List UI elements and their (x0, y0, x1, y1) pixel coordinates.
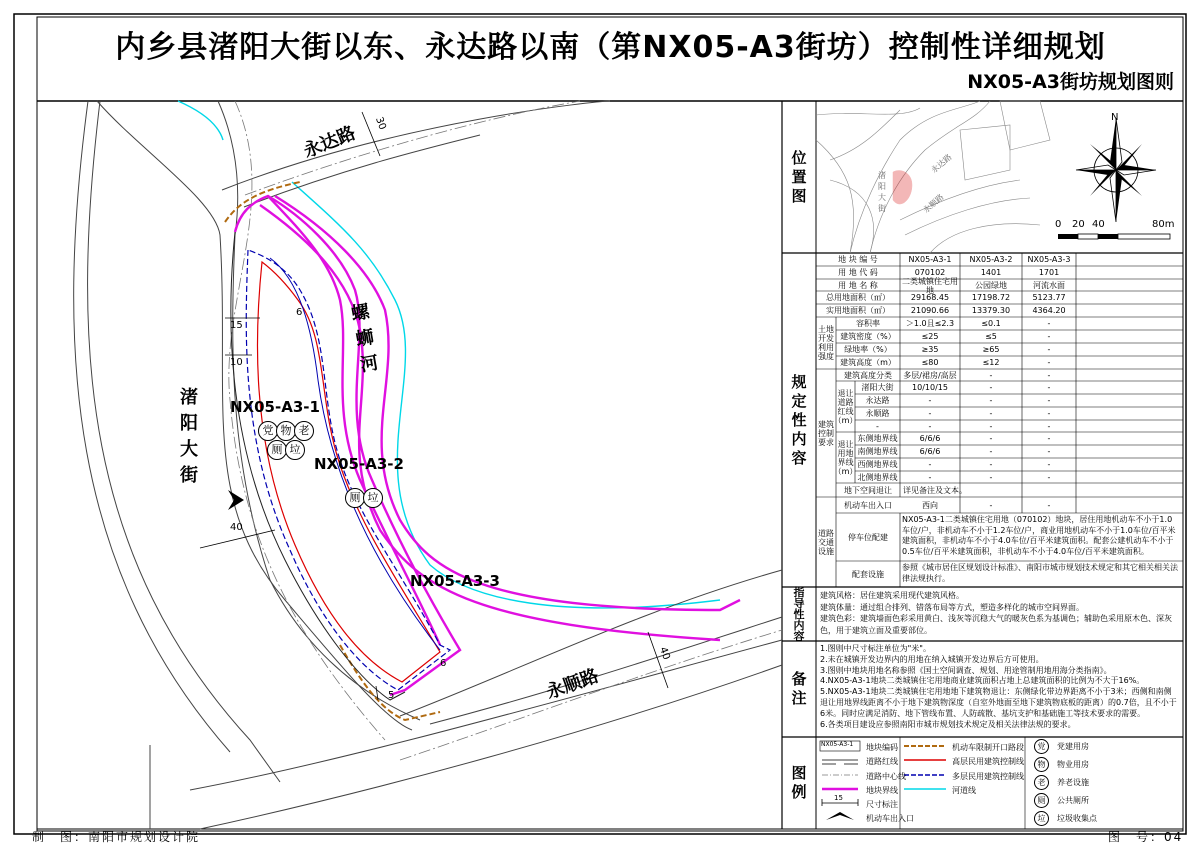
reg-intensity-label: 建筑密度（%） (840, 332, 896, 341)
reg-intensity-value-2: ≤0.1 (981, 319, 1001, 328)
legend-road-redline: 道路红线 (866, 757, 898, 766)
reg-setback-bound-group: 退让用地界线（m） (833, 439, 858, 476)
reg-setback-road-value-3: - (1047, 422, 1051, 431)
road-label-zhuyang: 渚阳大街 (180, 387, 198, 486)
property-facility-icon: 物 (276, 421, 296, 441)
reg-intensity-value-1: ≤25 (921, 332, 939, 341)
reg-setback-road-value-3: - (1047, 396, 1051, 405)
reg-facility-text: 参照《城市居住区规划设计标准》、南阳市城市规划技术规定和其它相关相关法律法规执行。 (902, 563, 1178, 583)
reg-header-value-3: NX05-A3-3 (1027, 255, 1071, 264)
guidance-text: 建筑风格：居住建筑采用现代建筑风格。 建筑体量：通过组合排列、错落布局等方式，塑造多样化的城市空间界面。 建筑色彩：建筑墙面色彩采用黄白、浅灰等沉稳大气的暖灰色系为基调色；辅助色采用原木色、深灰色，用于建筑立面及重要部位。 (820, 591, 1172, 635)
reg-setback-road-value-1: 10/10/15 (912, 383, 948, 392)
reg-setback-bound-value-1: 6/6/6 (919, 447, 941, 456)
legend-high-control: 高层民用建筑控制线 (952, 757, 1024, 766)
road-label-yongda: 永达路 (300, 122, 359, 163)
reg-header-label: 实用地面积（㎡） (826, 306, 890, 315)
reg-intensity-value-1: ≤80 (921, 358, 939, 367)
reg-entrance-label: 机动车出入口 (844, 500, 892, 510)
reg-setback-bound-value-2: - (989, 447, 993, 456)
reg-setback-road-value-1: - (928, 409, 932, 418)
reg-underground-label: 地下空间退让 (844, 485, 892, 495)
reg-setback-road-label: 永顺路 (865, 409, 890, 418)
reg-header-value-3: 河流水面 (1033, 281, 1065, 290)
location-map (816, 101, 1170, 253)
reg-setback-bound-label: 北侧地界线 (857, 473, 898, 482)
north-arrow-icon: N (1111, 112, 1119, 123)
reg-building-group: 建筑控制要求 (818, 419, 834, 447)
reg-intensity-value-3: - (1047, 319, 1051, 328)
remarks-text: 1.图则中尺寸标注单位为"米"。 2.未在城镇开发边界内的用地在纳入城镇开发边界后方可使用。 3.图则中地块用地名称参照《国土空间调查、规划、用途管制用地用海分类指南》。 4.NX05-A3-1地块二类城镇住宅用地商业建筑面积占地上总建筑面积的比例为不大于16%。 5.NX05-A3-1地块二类城镇住宅用地地下建筑物退让：东侧绿化带边界距离不小于3米；西侧和南侧退让用地界线距离不小于地下建筑物深度（自室外地面至地下建筑物底板的距离）的0.7倍，且不小于6米。同时应满足消防、地下管线布置、人防疏散、基坑支护和基础施工等技术要求的需要。 6.各类项目建设应参照南阳市城市规划技术规定及相关法律法规的要求。 (820, 644, 1177, 729)
reg-setback-road-value-2: - (989, 396, 993, 405)
legend-toilet-icon: 厕 公共厕所 (1034, 793, 1089, 808)
dim-10: 10 (230, 357, 243, 368)
reg-setback-bound-value-2: - (989, 460, 993, 469)
dim-40-left: 40 (230, 522, 243, 533)
reg-setback-road-value-2: - (989, 422, 993, 431)
reg-setback-bound-value-3: - (1047, 447, 1051, 456)
legend-block-boundary: 地块界线 (866, 786, 898, 795)
reg-parking-text: NX05-A3-1二类城镇住宅用地（070102）地块，居住用地机动车不小于1.0车位/户，非机动车不小于1.2车位/户，商业用地机动车不小于1.0车位/百平米建筑面积，非机动车不小于4.0车位/百平米建筑面积。配套公建机动车不小于0.5车位/百平米建筑面积，非机动车不小于4.0车位/百平米建筑面积。 (902, 515, 1176, 556)
drawing-number: 图 号：04 (1108, 830, 1184, 844)
reg-intensity-value-3: - (1047, 345, 1051, 354)
reg-parking-label: 停车位配建 (848, 532, 888, 542)
reg-intensity-value-1: ≥35 (921, 345, 939, 354)
toilet-icon-a1: 厕 (267, 440, 287, 460)
elderly-facility-icon: 老 (294, 421, 314, 441)
reg-setback-bound-label: 东侧地界线 (857, 434, 898, 443)
legend-river-line: 河道线 (952, 786, 976, 795)
scale-40: 40 (1092, 219, 1105, 230)
scale-80m: 80m (1152, 219, 1175, 230)
reg-header-value-2: 公园绿地 (975, 281, 1007, 290)
reg-header-value-3: 5123.77 (1032, 293, 1066, 302)
reg-header-value-1: 29168.45 (910, 293, 950, 302)
reg-header-value-1: NX05-A3-1 (908, 255, 952, 264)
legend-road-centerline: 道路中心线 (866, 772, 906, 781)
legend-vehicle-entrance: 机动车出入口 (866, 814, 914, 823)
dim-5: 5 (388, 690, 395, 701)
reg-intensity-label: 建筑高度（m） (840, 358, 896, 367)
reg-header-value-1: 070102 (914, 268, 946, 277)
garbage-icon-a1: 垃 (285, 440, 305, 460)
reg-header-value-3: 1701 (1038, 268, 1060, 277)
reg-setback-bound-value-2: - (989, 434, 993, 443)
legend-party-icon: 党 党建用房 (1034, 739, 1089, 754)
location-road-yongshun: 永顺路 (921, 192, 946, 215)
reg-intensity-value-2: ≤5 (985, 332, 997, 341)
reg-setback-road-value-1: - (928, 396, 932, 405)
reg-intensity-value-1: ＞1.0且≤2.3 (905, 319, 955, 328)
reg-header-value-2: 13379.30 (971, 306, 1011, 315)
dim-6-bottom: 6 (440, 658, 447, 669)
scale-0: 0 (1055, 219, 1062, 230)
reg-header-value-1: 二类城镇住宅用地 (902, 276, 958, 295)
reg-header-label: 总用地面积（㎡） (826, 293, 890, 302)
reg-intensity-value-3: - (1047, 332, 1051, 341)
reg-height-class-value-1: 多层/裙房/高层 (903, 370, 957, 380)
reg-entrance-value-2: - (989, 500, 993, 510)
legend-no-opening: 机动车限制开口路段 (952, 743, 1024, 752)
location-road-yongda: 永达路 (929, 152, 954, 175)
dim-40-right: 40 (657, 645, 672, 662)
reg-underground-value: 详见备注及文本。 (903, 486, 967, 495)
river-label: 螺蛳河 (349, 301, 381, 377)
legend-elderly-icon: 老 养老设施 (1034, 775, 1089, 790)
reg-setback-bound-value-3: - (1047, 460, 1051, 469)
dim-30: 30 (373, 115, 388, 132)
reg-setback-bound-label: 南侧地界线 (857, 447, 898, 456)
block-label-a1: NX05-A3-1 (230, 398, 320, 416)
block-label-a3: NX05-A3-3 (410, 572, 500, 590)
reg-header-label: 地 块 编 号 (838, 255, 878, 264)
reg-setback-road-value-2: - (989, 409, 993, 418)
reg-setback-road-value-3: - (1047, 383, 1051, 392)
dim-6-top: 6 (296, 307, 303, 318)
legend-sample-dim: 15 (834, 794, 843, 802)
reg-header-value-2: 17198.72 (971, 293, 1011, 302)
reg-setback-bound-value-3: - (1047, 434, 1051, 443)
legend-garbage-icon: 垃 垃圾收集点 (1034, 811, 1097, 826)
reg-setback-bound-label: 西侧地界线 (857, 460, 898, 469)
location-road-zhuyang: 渚阳大街 (878, 171, 886, 213)
reg-header-value-2: NX05-A3-2 (969, 255, 1013, 264)
location-heading: 位置图 (791, 148, 807, 205)
reg-intensity-label: 绿地率（%） (844, 345, 892, 354)
reg-facility-label: 配套设施 (852, 569, 884, 579)
dim-15: 15 (230, 320, 243, 331)
reg-entrance-value-3: - (1047, 500, 1051, 510)
reg-header-value-1: 21090.66 (910, 306, 950, 315)
legend-multi-control: 多层民用建筑控制线 (952, 772, 1024, 781)
reg-height-class-value-2: - (989, 370, 993, 380)
reg-intensity-value-2: ≥65 (982, 345, 1000, 354)
reg-setback-bound-value-1: - (928, 473, 932, 482)
block-label-a2: NX05-A3-2 (314, 455, 404, 473)
road-label-yongshun: 永顺路 (543, 665, 602, 704)
remarks-heading: 备注 (791, 670, 807, 707)
guidance-heading: 指导性内容 (793, 585, 805, 643)
reg-header-value-3: 4364.20 (1032, 306, 1066, 315)
reg-header-value-2: 1401 (980, 268, 1002, 277)
reg-intensity-value-2: ≤12 (982, 358, 1000, 367)
legend-heading: 图例 (791, 764, 807, 801)
reg-setback-road-label: 渚阳大街 (861, 383, 894, 392)
reg-intensity-value-3: - (1047, 358, 1051, 367)
reg-header-label: 用 地 代 码 (838, 268, 878, 277)
reg-height-class-label: 建筑高度分类 (844, 370, 892, 380)
reg-traffic-group: 道路交通设施 (818, 528, 834, 556)
reg-setback-bound-value-2: - (989, 473, 993, 482)
page-subtitle: NX05-A3街坊规划图则 (967, 71, 1174, 93)
toilet-icon-a2: 厕 (345, 488, 365, 508)
drawing-maker: 制 图：南阳市规划设计院 (32, 830, 201, 844)
party-facility-icon: 党 (258, 421, 278, 441)
reg-setback-bound-value-1: 6/6/6 (919, 434, 941, 443)
reg-entrance-value-1: 西向 (922, 500, 938, 510)
legend-dimension: 尺寸标注 (866, 800, 898, 809)
reg-setback-road-label: - (876, 422, 879, 431)
reg-setback-bound-value-3: - (1047, 473, 1051, 482)
regulation-heading: 规定性内容 (791, 372, 807, 467)
scale-20: 20 (1072, 219, 1085, 230)
legend-block-code: 地块编码 (866, 743, 898, 752)
reg-setback-road-value-2: - (989, 383, 993, 392)
legend-sample-code: NX05-A3-1 (821, 741, 854, 748)
reg-height-class-value-3: - (1047, 370, 1051, 380)
reg-setback-bound-value-1: - (928, 460, 932, 469)
reg-intensity-group: 土地开发利用强度 (818, 325, 834, 361)
page-title: 内乡县渚阳大街以东、永达路以南（第NX05-A3街坊）控制性详细规划 (115, 30, 1106, 65)
reg-setback-road-value-1: - (928, 422, 932, 431)
reg-intensity-label: 容积率 (856, 319, 880, 328)
legend-property-icon: 物 物业用房 (1034, 757, 1089, 772)
reg-setback-road-group: 退让道路红线（m） (833, 388, 858, 425)
reg-setback-road-label: 永达路 (865, 396, 890, 405)
garbage-icon-a2: 垃 (363, 488, 383, 508)
reg-header-label: 用 地 名 称 (838, 281, 878, 290)
reg-setback-road-value-3: - (1047, 409, 1051, 418)
